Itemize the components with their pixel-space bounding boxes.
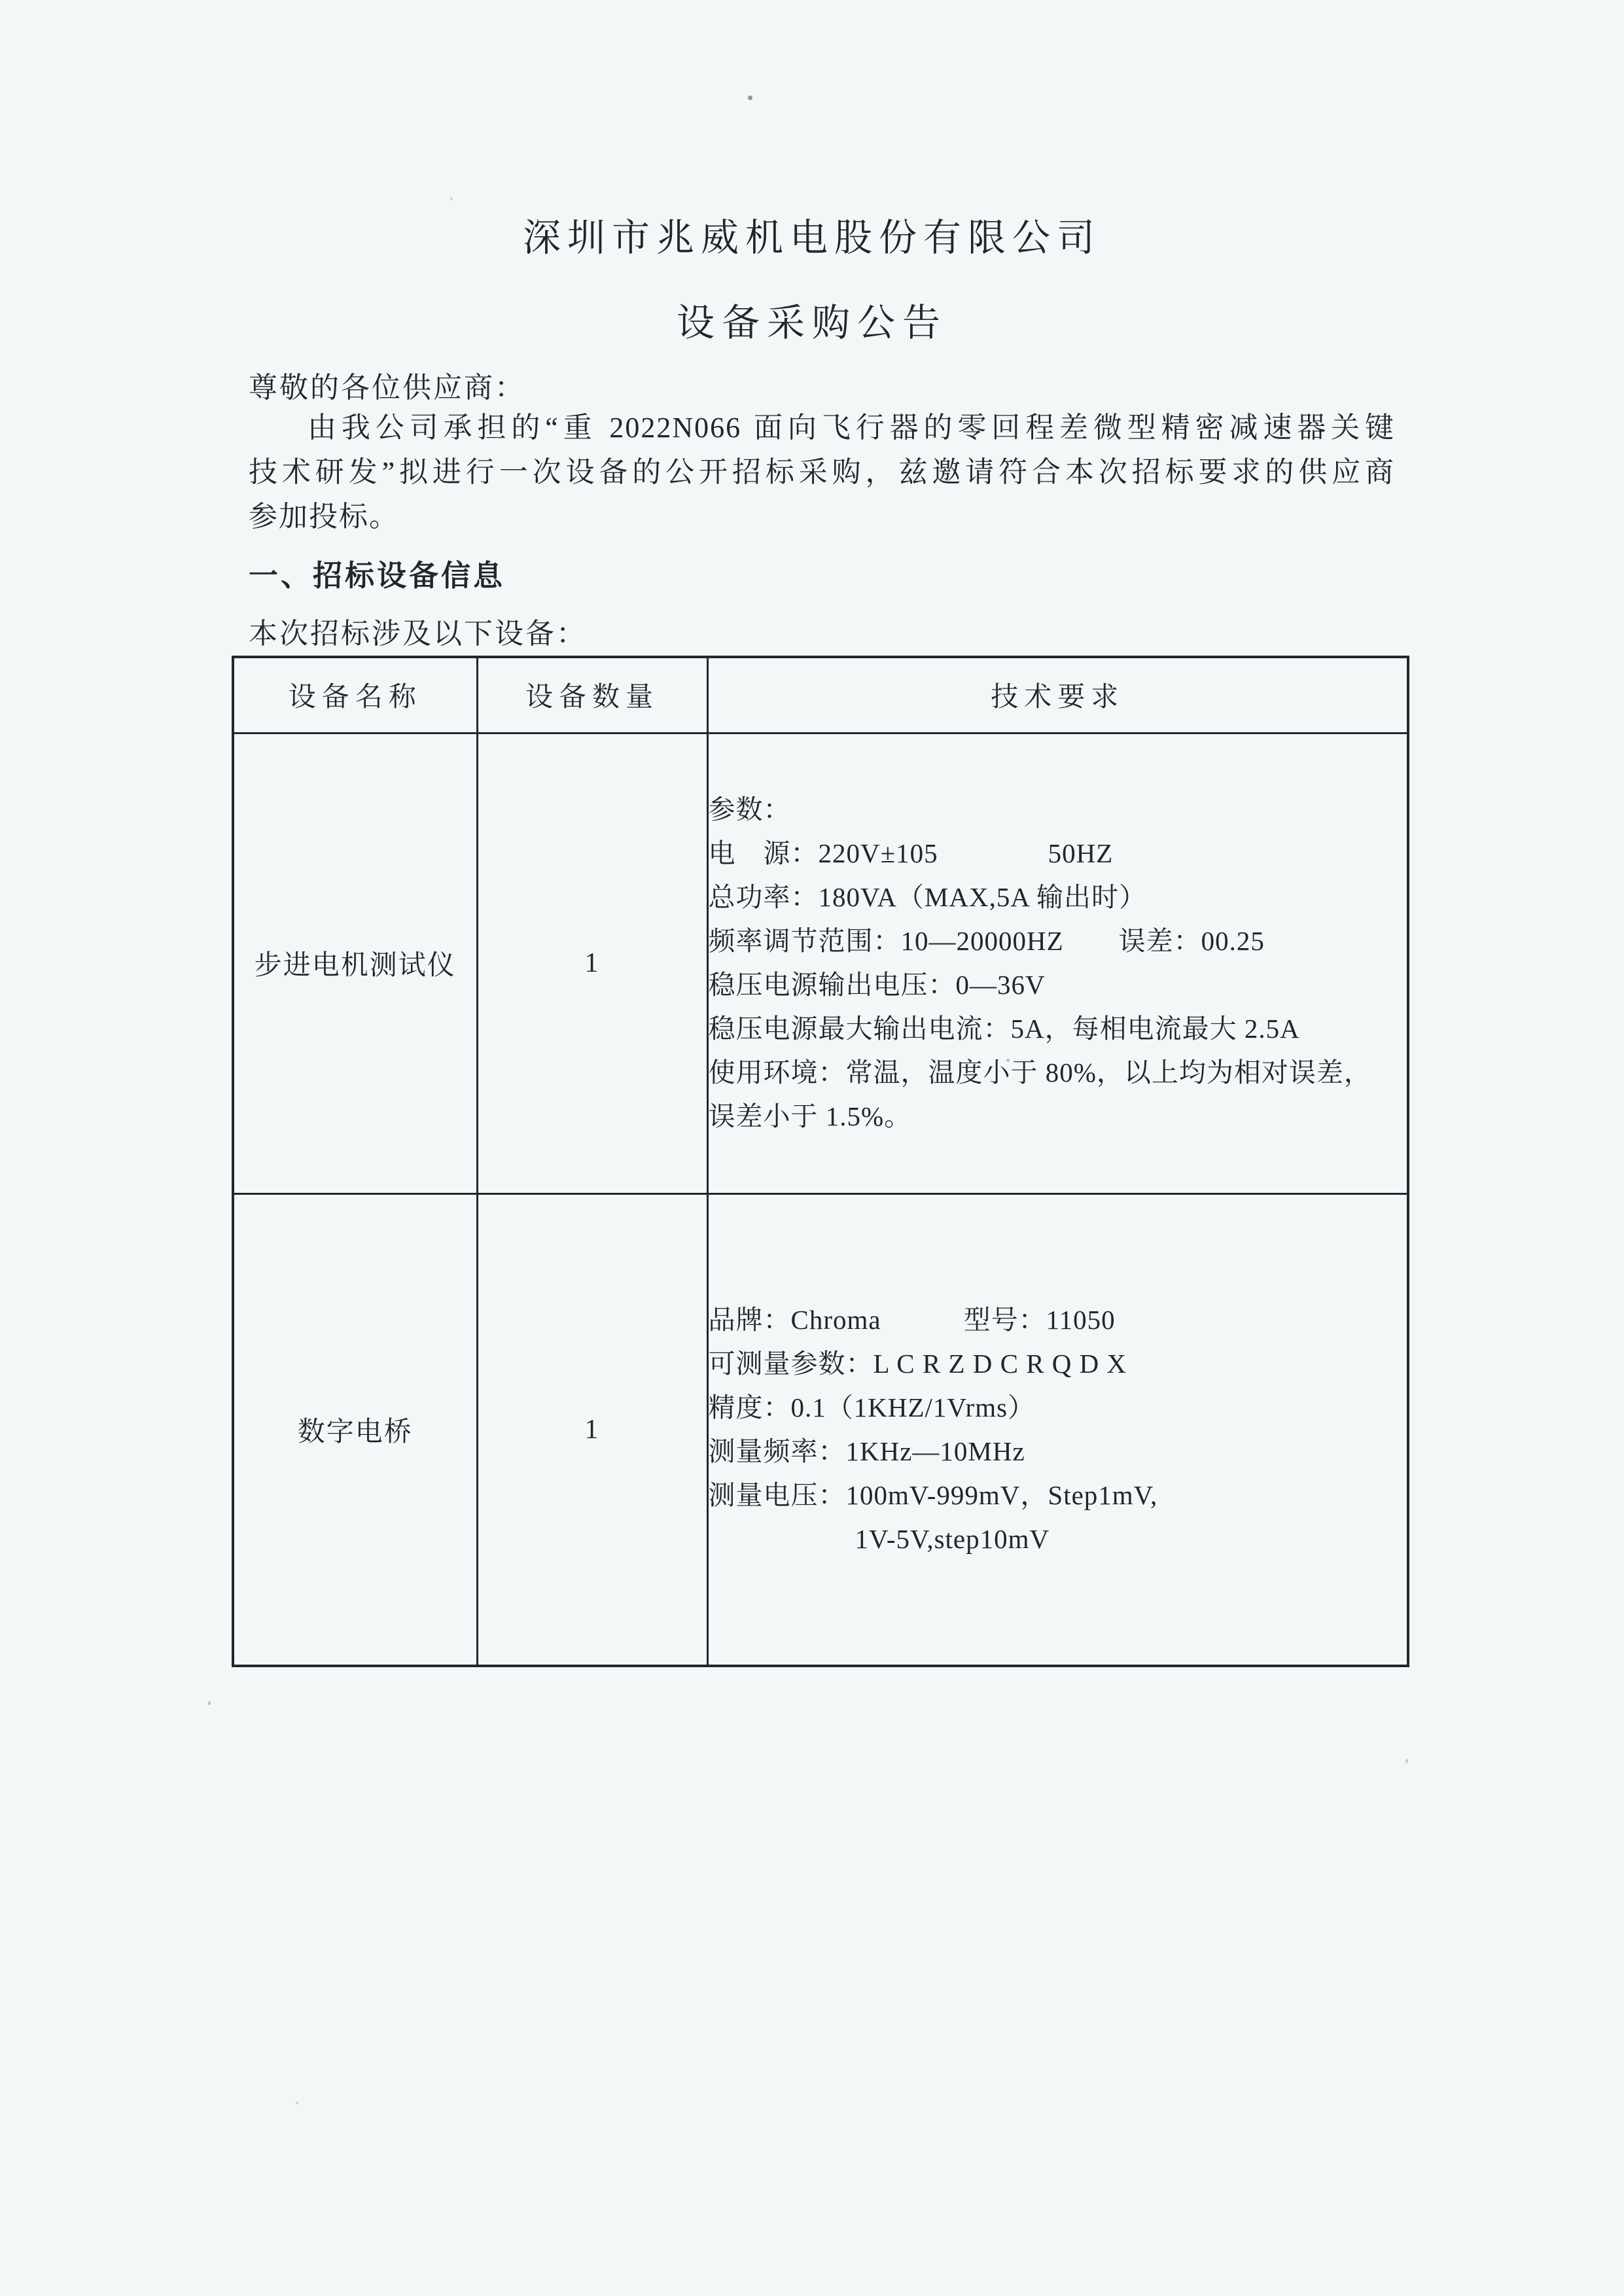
tech-line: 使用环境：常温，温度小于 80%，以上均为相对误差， bbox=[708, 1057, 1371, 1087]
scan-speck bbox=[296, 2102, 298, 2104]
tech-line: 可测量参数：L C R Z D C R Q D X bbox=[708, 1348, 1127, 1379]
paragraph-line: 技术研发”拟进行一次设备的公开招标采购，兹邀请符合本次招标要求的供应商 bbox=[249, 456, 1395, 488]
tech-line: 精度：0.1（1KHZ/1Vrms） bbox=[708, 1392, 1036, 1422]
document-subtitle: 设备采购公告 bbox=[676, 302, 947, 344]
scan-speck bbox=[1405, 1759, 1408, 1763]
header-device-name: 设备名称 bbox=[233, 657, 477, 733]
device-quantity: 1 bbox=[477, 733, 707, 1193]
header-tech-requirements: 技术要求 bbox=[707, 657, 1408, 733]
tech-line: 误差小于 1.5%。 bbox=[708, 1101, 912, 1131]
paragraph-line: 参加投标。 bbox=[249, 501, 399, 533]
table-intro: 本次招标涉及以下设备： bbox=[249, 618, 587, 650]
device-name: 步进电机测试仪 bbox=[233, 733, 477, 1193]
scan-speck bbox=[208, 1701, 211, 1705]
table-row bbox=[233, 1193, 1408, 1666]
paragraph-line: 由我公司承担的“重 2022N066 面向飞行器的零回程差微型精密减速器关键 bbox=[308, 412, 1395, 444]
tech-line: 稳压电源输出电压：0—36V bbox=[708, 970, 1046, 1000]
tech-line: 1V-5V,step10mV bbox=[855, 1523, 1050, 1554]
tech-line: 总功率：180VA（MAX,5A 输出时） bbox=[708, 882, 1146, 912]
tech-line: 测量电压：100mV-999mV，Step1mV, bbox=[708, 1479, 1158, 1510]
header-device-quantity: 设备数量 bbox=[477, 657, 707, 733]
scan-speck bbox=[1006, 1059, 1010, 1062]
device-quantity: 1 bbox=[477, 1193, 707, 1666]
intro-paragraph bbox=[249, 406, 1395, 539]
scan-speck bbox=[748, 96, 752, 100]
tech-line: 稳压电源最大输出电流：5A，每相电流最大 2.5A bbox=[708, 1014, 1300, 1044]
equipment-table bbox=[232, 656, 1409, 1667]
salutation: 尊敬的各位供应商： bbox=[249, 372, 525, 404]
table-row bbox=[233, 733, 1408, 1193]
tech-line: 电 源：220V±105 50HZ bbox=[708, 838, 1114, 868]
tech-line: 频率调节范围：10—20000HZ 误差：00.25 bbox=[708, 926, 1265, 956]
tech-line: 品牌：Chroma 型号：11050 bbox=[708, 1304, 1116, 1335]
table-header-row bbox=[233, 657, 1408, 733]
tech-requirements-cell bbox=[707, 733, 1408, 1193]
tech-line: 测量频率：1KHz—10MHz bbox=[708, 1436, 1025, 1466]
device-name: 数字电桥 bbox=[233, 1193, 477, 1666]
section-heading: 一、招标设备信息 bbox=[249, 559, 506, 592]
tech-line: 参数： bbox=[708, 794, 791, 824]
tech-requirements-cell bbox=[707, 1193, 1408, 1666]
scan-speck bbox=[450, 198, 453, 200]
company-title: 深圳市兆威机电股份有限公司 bbox=[522, 217, 1101, 259]
